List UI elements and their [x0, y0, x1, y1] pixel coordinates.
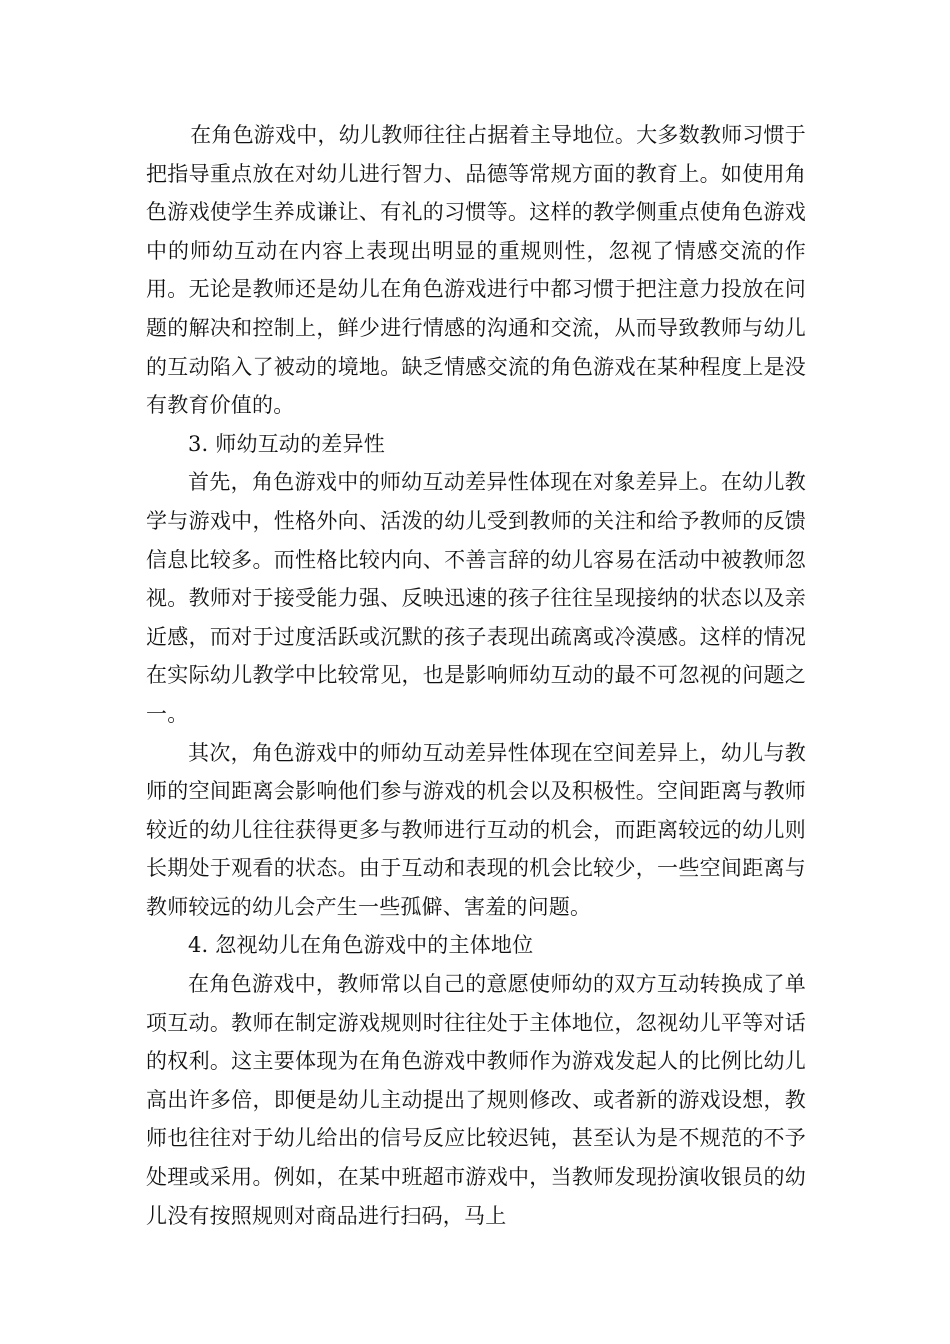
section-heading-4: 4. 忽视幼儿在角色游戏中的主体地位: [188, 933, 534, 958]
paragraph-child-subject-status: 在角色游戏中，教师常以自己的意愿使师幼的双方互动转换成了单项互动。教师在制定游戏规则时往往处于主体地位，忽视幼儿平等对话的权利。这主要体现为在角色游戏中教师作为游戏发起人的比例比幼儿高出许多倍，即便是幼儿主动提出了规则修改、或者新的游戏设想，教师也往往对于幼儿给出的信号反应比较迟钝，甚至认为是不规范的不予处理或采用。例如，在某中班超市游戏中，当教师发现扮演收银员的幼儿没有按照规则对商品进行扫码，马上: [146, 972, 806, 1228]
document-page: [146, 116, 806, 1235]
section-heading-3: 3. 师幼互动的差异性: [188, 431, 385, 456]
paragraph-object-difference: 首先，角色游戏中的师幼互动差异性体现在对象差异上。在幼儿教学与游戏中，性格外向、活泼的幼儿受到教师的关注和给予教师的反馈信息比较多。而性格比较内向、不善言辞的幼儿容易在活动中被教师忽视。教师对于接受能力强、反映迅速的孩子往往呈现接纳的状态以及亲近感，而对于过度活跃或沉默的孩子表现出疏离或冷漠感。这样的情况在实际幼儿教学中比较常见，也是影响师幼互动的最不可忽视的问题之一。: [146, 470, 806, 726]
paragraph-emotional-exchange: 在角色游戏中，幼儿教师往往占据着主导地位。大多数教师习惯于把指导重点放在对幼儿进行智力、品德等常规方面的教育上。如使用角色游戏使学生养成谦让、有礼的习惯等。这样的教学侧重点使角色游戏中的师幼互动在内容上表现出明显的重规则性，忽视了情感交流的作用。无论是教师还是幼儿在角色游戏进行中都习惯于把注意力投放在问题的解决和控制上，鲜少进行情感的沟通和交流，从而导致教师与幼儿的互动陷入了被动的境地。缺乏情感交流的角色游戏在某种程度上是没有教育价值的。: [146, 123, 806, 418]
paragraph-space-difference: 其次，角色游戏中的师幼互动差异性体现在空间差异上，幼儿与教师的空间距离会影响他们参与游戏的机会以及积极性。空间距离与教师较近的幼儿往往获得更多与教师进行互动的机会，而距离较远的幼儿则长期处于观看的状态。由于互动和表现的机会比较少，一些空间距离与教师较远的幼儿会产生一些孤僻、害羞的问题。: [146, 740, 806, 919]
